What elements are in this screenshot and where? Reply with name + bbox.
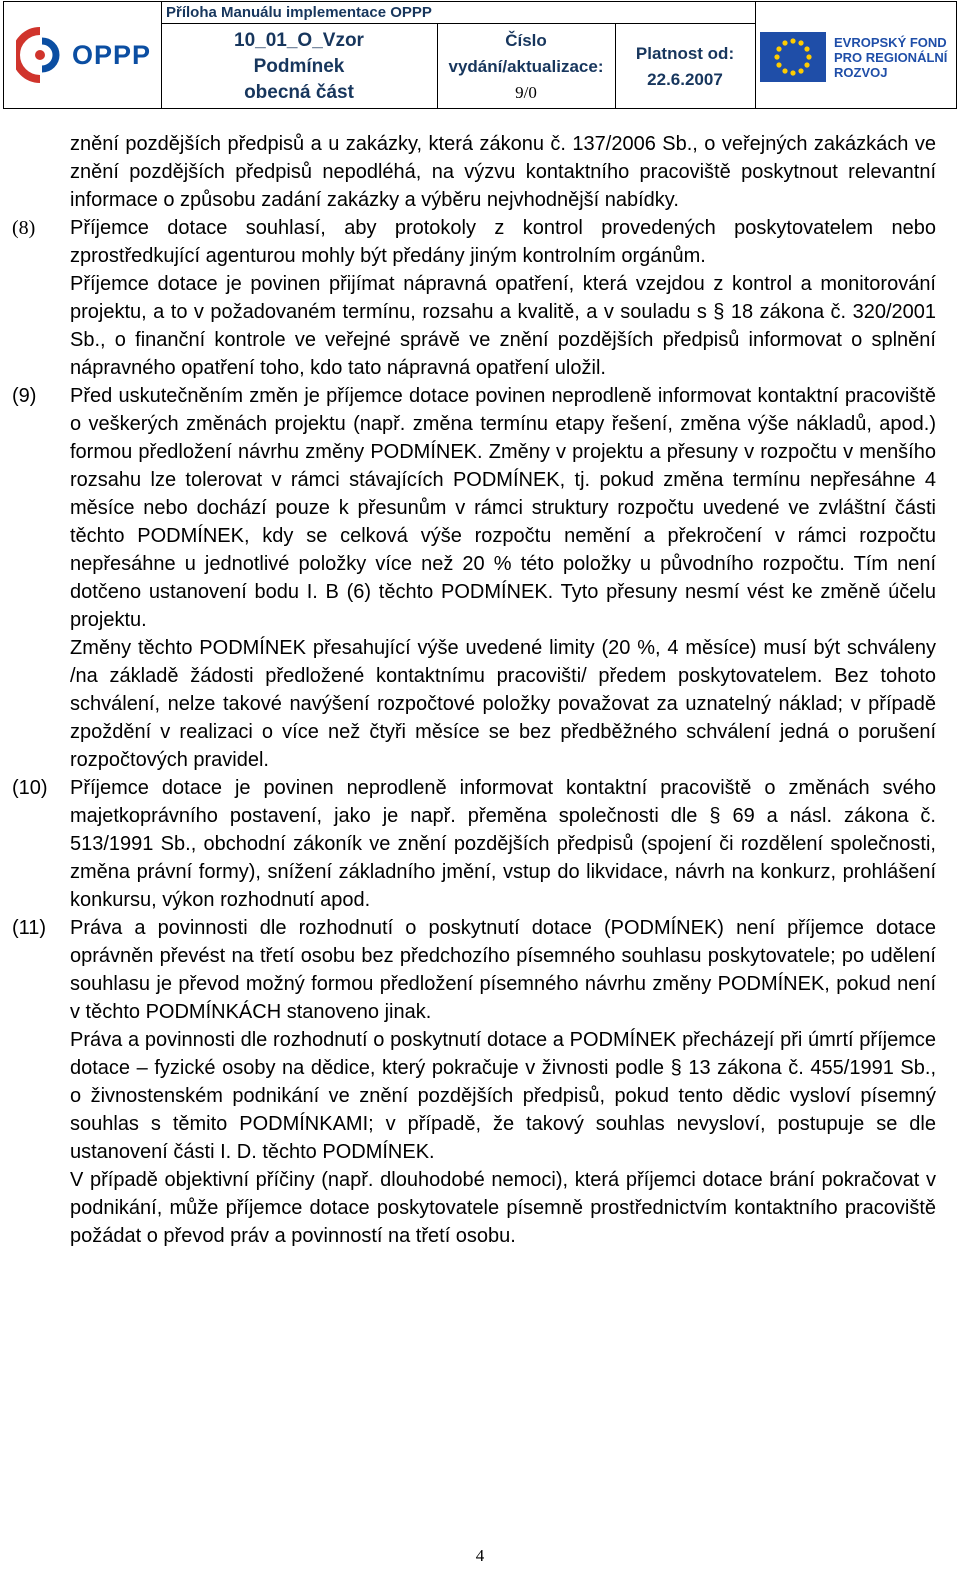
paragraph [12, 914, 936, 1026]
paragraph-text: znění pozdějších předpisů a u zakázky, která zákonu č. 137/2006 Sb., o veřejných zakázkách ve znění pozdějších předpisů nepodléhá, na výzvu kontaktního pracoviště poskytnout relevantní informace o způsobu zadání zakázky a výběru nejvhodnější nabídky. [70, 133, 936, 211]
page-number: 4 [475, 1546, 485, 1565]
paragraph [12, 1166, 936, 1250]
oppp-logo-text: OPPP [72, 39, 152, 70]
validity-label: Platnost od: [635, 44, 735, 63]
document-code [161, 24, 437, 110]
paragraph-text: V případě objektivní příčiny (např. dlouhodobé nemoci), která příjemci dotace brání pokračovat v podnikání, může příjemce dotace poskytovatele písemně prostřednictvím kontaktního pracoviště požádat o převod práv a povinností na třetí osobu. [70, 1169, 936, 1247]
paragraph-number: (10) [12, 777, 48, 799]
document-code-line: 10_01_O_Vzor [234, 30, 364, 51]
paragraph [12, 774, 936, 914]
paragraph [12, 382, 936, 634]
document-validity [615, 24, 755, 110]
document-body [12, 130, 936, 1250]
validity-date: 22.6.2007 [647, 70, 723, 89]
document-version [437, 24, 615, 110]
paragraph [12, 634, 936, 774]
oppp-logo [16, 20, 156, 90]
paragraph-number: (9) [12, 385, 37, 407]
oppp-logo-icon [16, 27, 64, 83]
paragraph-text: Příjemce dotace souhlasí, aby protokoly z kontrol provedených poskytovatelem nebo zprostředkující agenturou mohly být předány jiným kontrolním orgánům. [70, 217, 936, 267]
paragraph-text: Změny těchto PODMÍNEK přesahující výše uvedené limity (20 %, 4 měsíce) musí být schváleny /na základě žádosti předložené kontaktnímu pracovišti/ předem poskytovatelem. Bez tohoto schválení, nelze takové navýšení rozpočtové položky považovat za uznatelný náklad; v případě zpoždění v realizaci o více než čtyři měsíce se bez předběžného schválení jedná o porušení rozpočtových pravidel. [70, 637, 936, 771]
paragraph [12, 214, 936, 270]
paragraph-text: Příjemce dotace je povinen přijímat nápravná opatření, která vzejdou z kontrol a monitorování projektu, a to v požadovaném termínu, rozsahu a kvalitě, a v souladu s § 18 zákona č. 320/2001 Sb., o finanční kontrole ve veřejné správě ve znění pozdějších předpisů informovat o splnění nápravného opatření toho, kdo tato nápravná opatření uložil. [70, 273, 936, 379]
header-top-title: Příloha Manuálu implementace OPPP [161, 2, 755, 24]
paragraph [12, 1026, 936, 1166]
paragraph-text: Práva a povinnosti dle rozhodnutí o poskytnutí dotace a PODMÍNEK přecházejí při úmrtí příjemce dotace – fyzické osoby na dědice, který pokračuje v živnosti podle § 13 zákona č. 455/1991 Sb., o živnostenském podnikání ve znění pozdějších předpisů, pokud tento dědic vysloví písemný souhlas s těmito PODMÍNKAMI; v případě, že takový souhlas nevysloví, postupuje se dle ustanovení části I. D. těchto PODMÍNEK. [70, 1029, 936, 1163]
paragraph-text: Práva a povinnosti dle rozhodnutí o poskytnutí dotace (PODMÍNEK) není příjemce dotace oprávněn převést na třetí osobu bez předchozího písemného souhlasu poskytovatele; po udělení souhlasu je převod možný formou předložení písemného návrhu změny PODMÍNEK, pokud není v těchto PODMÍNKÁCH stanoveno jinak. [70, 917, 936, 1023]
document-code-line: obecná část [244, 82, 354, 103]
paragraph-number: (11) [12, 917, 47, 939]
paragraph-text: Před uskutečněním změn je příjemce dotace povinen neprodleně informovat kontaktní pracoviště o veškerých změnách projektu (např. změna termínu etapy řešení, změna výše nákladů, apod.) formou předložení návrhu změny PODMÍNEK. Změny v projektu a přesuny v rozpočtu v menšího rozsahu lze tolerovat v rámci stávajících PODMÍNEK, tj. pokud změna termínu nepřesáhne 4 měsíce nebo dochází pouze k přesunům v rámci struktury rozpočtu uvedené ve zvláštní části těchto PODMÍNEK, kdy se celková výše rozpočtu nemění a překročení v rámci rozpočtu nepřesáhne u jednotlivé položky více než 20 % této položky u původního rozpočtu. Tím není dotčeno ustanovení bodu I. B (6) těchto PODMÍNEK. Tyto přesuny nesmí vést ke změně účelu projektu. [70, 385, 936, 631]
document-code-line: Podmínek [253, 56, 345, 77]
eu-flag-icon [760, 32, 826, 82]
version-label: vydání/aktualizace: [448, 57, 604, 76]
eu-fund-logo [760, 22, 954, 92]
document-header [3, 1, 957, 109]
paragraph [12, 270, 936, 382]
paragraph [12, 130, 936, 214]
eu-fund-text: EVROPSKÝ FOND PRO REGIONÁLNÍ ROZVOJ [834, 34, 948, 80]
version-label: Číslo [505, 31, 547, 50]
version-value: 9/0 [515, 83, 537, 102]
paragraph-text: Příjemce dotace je povinen neprodleně informovat kontaktní pracoviště o změnách svého majetkoprávního postavení, jako je např. přeměna společnosti dle § 69 a násl. zákona č. 513/1991 Sb., obchodní zákoník ve znění pozdějších předpisů (spojení či rozdělení společnosti, změna právní formy), snížení základního jmění, vstup do likvidace, návrh na konkurz, prohlášení konkursu, výkon rozhodnutí apod. [70, 777, 936, 911]
paragraph-number: (8) [12, 217, 36, 239]
